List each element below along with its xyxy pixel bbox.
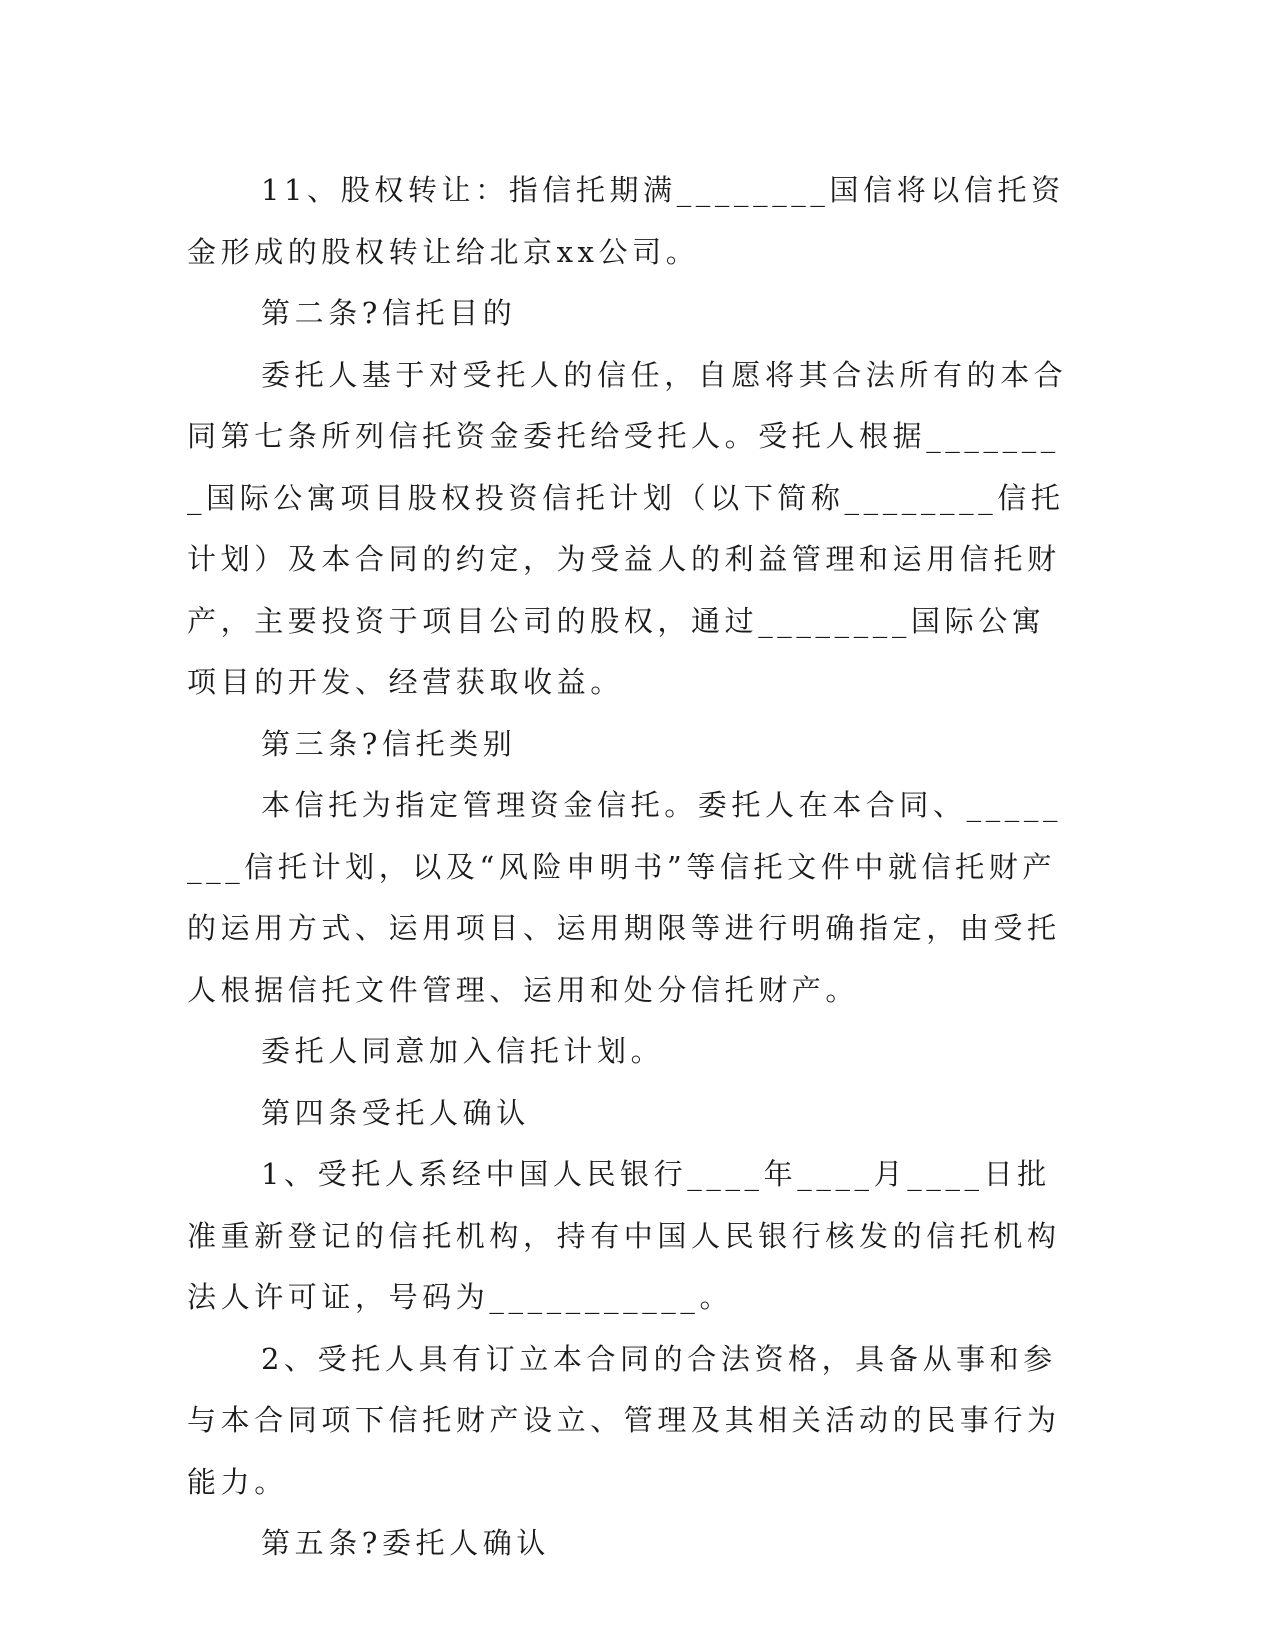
article-3-consent: 委托人同意加入信托计划。 xyxy=(261,1034,665,1068)
article-4-heading: 第四条受托人确认 xyxy=(261,1095,530,1130)
article-3-heading: 第三条?信托类别 xyxy=(261,726,517,761)
article-4-item-2: 2、受托人具有订立本合同的合法资格，具备从事和参与本合同项下信托财产设立、管理及其相关活动的民事行为能力。 xyxy=(187,1341,1061,1499)
article-2-heading: 第二条?信托目的 xyxy=(261,296,517,330)
document-body xyxy=(187,160,1077,1575)
article-3-body: 本信托为指定管理资金信托。委托人在本合同、________信托计划，以及“风险申明书”等信托文件中就信托财产的运用方式、运用项目、运用期限等进行明确指定，由受托人根据信托文件管理、运用和处分信托财产。 xyxy=(187,788,1063,1007)
article-4-item-1: 1、受托人系经中国人民银行____年____月____日批准重新登记的信托机构，持有中国人民银行核发的信托机构法人许可证，号码为___________。 xyxy=(187,1157,1061,1314)
article-2-body: 委托人基于对受托人的信任，自愿将其合法所有的本合同第七条所列信托资金委托给受托人。受托人根据________国际公寓项目股权投资信托计划（以下简称________信托计划）及本合同的约定，为受益人的利益管理和运用信托财产，主要投资于项目公司的股权，通过________国际公寓项目的开发、经营获取收益。 xyxy=(187,357,1068,699)
article-5-heading: 第五条?委托人确认 xyxy=(261,1526,550,1560)
clause-11-equity-transfer: 11、股权转让：指信托期满________国信将以信托资金形成的股权转让给北京xx公司。 xyxy=(187,173,1065,269)
